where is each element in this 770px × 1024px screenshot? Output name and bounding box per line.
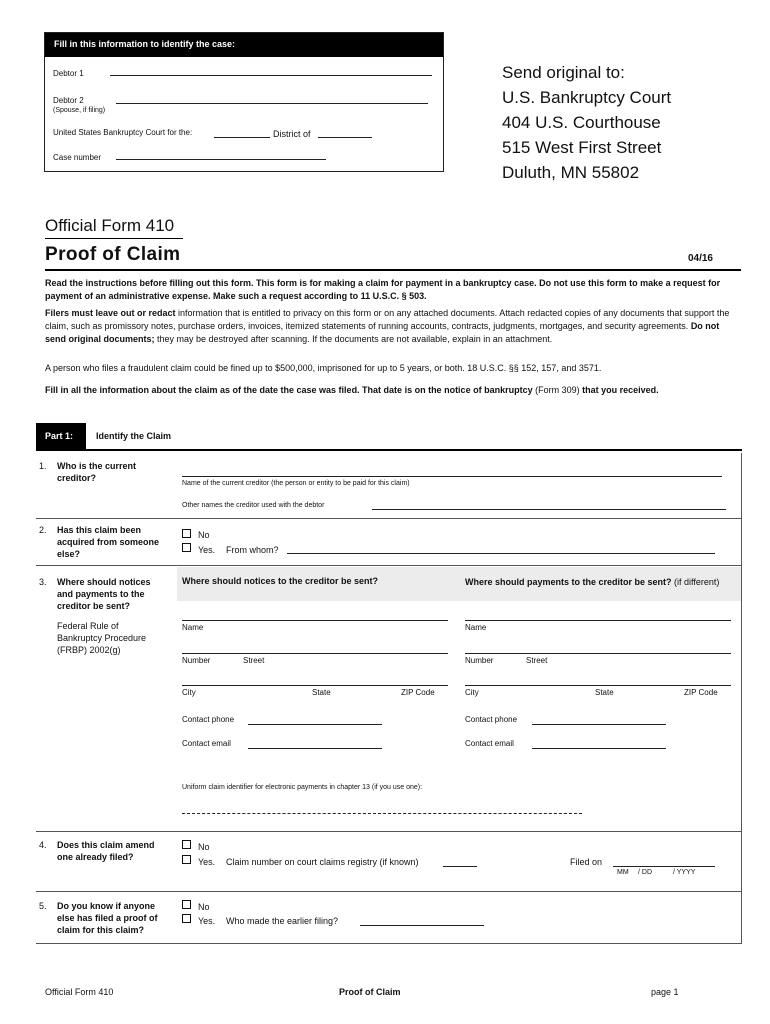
- district-label: District of: [273, 129, 311, 139]
- intro-paragraph-1: Read the instructions before filling out this form. This form is for making a claim for payment in a bankruptcy case. Do not use this form to make a request for payment of an administrative expense. Make such a request according to 11 U.S.C. § 503.: [45, 278, 721, 301]
- notices-email-label: Contact email: [182, 739, 231, 748]
- q5-no-checkbox[interactable]: [182, 900, 191, 909]
- notices-state-label: State: [312, 688, 331, 697]
- q5-yes-checkbox[interactable]: [182, 914, 191, 923]
- send-line-1: Send original to:: [502, 63, 625, 82]
- notices-phone-label: Contact phone: [182, 715, 235, 724]
- claim-number-label: Claim number on court claims registry (if known): [226, 857, 419, 867]
- claim-number-field[interactable]: [443, 857, 477, 867]
- creditor-name-field[interactable]: [182, 467, 722, 477]
- notices-name-field[interactable]: [182, 611, 448, 621]
- notices-street-field[interactable]: [182, 644, 448, 654]
- frbp-reference: Federal Rule of Bankruptcy Procedure (FRBP) 2002(g): [57, 621, 147, 655]
- filed-on-label: Filed on: [570, 857, 603, 867]
- filed-on-field[interactable]: [613, 857, 715, 867]
- revision-date: 04/16: [687, 253, 713, 264]
- uci-field[interactable]: [182, 802, 582, 814]
- q5-no-label: No: [198, 902, 210, 912]
- notices-number-label: Number: [182, 656, 211, 665]
- notices-name-label: Name: [182, 623, 204, 632]
- case-box-header: Fill in this information to identify the case:: [45, 33, 443, 57]
- notices-city-label: City: [182, 688, 196, 697]
- date-dd-label: / DD: [638, 869, 652, 876]
- q3-text: Where should notices and payments to the creditor be sent?: [57, 577, 151, 611]
- send-line-3: 404 U.S. Courthouse: [502, 113, 661, 132]
- debtor1-label: Debtor 1: [53, 69, 84, 78]
- district-field[interactable]: [318, 128, 372, 138]
- intro-bold: that you received.: [579, 385, 659, 395]
- debtor2-field[interactable]: [116, 94, 428, 104]
- notices-street-label: Street: [243, 656, 265, 665]
- date-mm-label: MM: [617, 869, 629, 876]
- payments-city-label: City: [465, 688, 479, 697]
- payments-email-label: Contact email: [465, 739, 514, 748]
- part-tag: Part 1:: [36, 423, 86, 451]
- intro-paragraph-2: [45, 307, 735, 346]
- q5-text: Do you know if anyone else has filed a proof of claim for this claim?: [57, 901, 158, 935]
- page-title: Proof of Claim: [45, 244, 181, 265]
- payments-heading: [465, 576, 735, 588]
- court-label: United States Bankruptcy Court for the:: [53, 128, 193, 137]
- q2-number: 2.: [39, 525, 47, 535]
- from-whom-label: From whom?: [226, 545, 279, 555]
- payments-street-label: Street: [526, 656, 548, 665]
- q5-yes-label: Yes.: [198, 916, 216, 926]
- payments-city-field[interactable]: [465, 676, 731, 686]
- q2-text: Has this claim been acquired from someone else?: [57, 525, 160, 559]
- court-state-field[interactable]: [214, 128, 270, 138]
- q2-yes-checkbox[interactable]: [182, 543, 191, 552]
- case-number-label: Case number: [53, 153, 102, 162]
- q5-number: 5.: [39, 901, 47, 911]
- q4-no-checkbox[interactable]: [182, 840, 191, 849]
- footer-page-number: page 1: [651, 987, 679, 997]
- q1-number: 1.: [39, 461, 47, 471]
- payments-phone-field[interactable]: [532, 715, 666, 725]
- q2-no-label: No: [198, 530, 210, 540]
- other-names-field[interactable]: [372, 500, 726, 510]
- divider: [45, 269, 741, 271]
- from-whom-field[interactable]: [287, 544, 715, 554]
- payments-zip-label: ZIP Code: [684, 688, 718, 697]
- payments-number-label: Number: [465, 656, 494, 665]
- q3-number: 3.: [39, 577, 47, 587]
- intro-paragraph-4: [45, 384, 735, 397]
- intro-text: they may be destroyed after scanning. If the documents are not available, explain in an attachment.: [154, 334, 553, 344]
- q1-text: Who is the current creditor?: [57, 461, 137, 483]
- payments-name-field[interactable]: [465, 611, 731, 621]
- notices-email-field[interactable]: [248, 739, 382, 749]
- notices-heading: Where should notices to the creditor be sent?: [182, 576, 379, 586]
- q2-yes-label: Yes.: [198, 545, 216, 555]
- intro-text: (Form 309): [535, 385, 580, 395]
- part-title: Identify the Claim: [96, 431, 172, 441]
- spouse-note: (Spouse, if filing): [53, 107, 106, 114]
- payments-email-field[interactable]: [532, 739, 666, 749]
- earlier-filing-label: Who made the earlier filing?: [226, 916, 339, 926]
- case-number-field[interactable]: [116, 150, 326, 160]
- payments-name-label: Name: [465, 623, 487, 632]
- other-names-label: Other names the creditor used with the debtor: [182, 502, 325, 509]
- intro-bold: Do not send original documents;: [45, 321, 720, 344]
- q4-yes-checkbox[interactable]: [182, 855, 191, 864]
- q4-yes-label: Yes.: [198, 857, 216, 867]
- payments-street-field[interactable]: [465, 644, 731, 654]
- earlier-filing-field[interactable]: [360, 916, 484, 926]
- payments-phone-label: Contact phone: [465, 715, 518, 724]
- payments-state-label: State: [595, 688, 614, 697]
- footer-title: Proof of Claim: [339, 987, 401, 997]
- send-line-2: U.S. Bankruptcy Court: [502, 88, 672, 107]
- intro-bold: Fill in all the information about the claim as of the date the case was filed. That date is on the notice of bankruptcy: [45, 385, 536, 395]
- date-yyyy-label: / YYYY: [673, 869, 696, 876]
- notices-phone-field[interactable]: [248, 715, 382, 725]
- q4-no-label: No: [198, 842, 210, 852]
- send-line-4: 515 West First Street: [502, 138, 662, 157]
- form-number: Official Form 410: [45, 216, 175, 235]
- creditor-name-note: Name of the current creditor (the person or entity to be paid for this claim): [182, 480, 410, 487]
- intro-paragraph-3: A person who files a fraudulent claim could be fined up to $500,000, imprisoned for up to 5 years, or both. 18 U.S.C. §§ 152, 157, and 3571.: [45, 363, 602, 373]
- notices-zip-label: ZIP Code: [401, 688, 435, 697]
- notices-city-field[interactable]: [182, 676, 448, 686]
- send-line-5: Duluth, MN 55802: [502, 163, 640, 182]
- footer-form-number: Official Form 410: [45, 987, 114, 997]
- intro-text: information that is entitled to privacy on this form or on any attached documents. Attach redacted copies of any documents that support the claim, such as promissory notes, purchase orders, invoices, itemized statements of running accounts, contracts, judgments, mortgages, and security agreements.: [45, 308, 730, 331]
- intro-bold: Filers must leave out or redact: [45, 308, 176, 318]
- uci-label: Uniform claim identifier for electronic payments in chapter 13 (if you use one):: [182, 784, 423, 791]
- q2-no-checkbox[interactable]: [182, 529, 191, 538]
- divider: [45, 238, 183, 239]
- debtor2-label: Debtor 2: [53, 96, 84, 105]
- q4-number: 4.: [39, 840, 47, 850]
- payments-heading-note: (if different): [674, 577, 720, 587]
- q4-text: Does this claim amend one already filed?: [57, 840, 155, 862]
- debtor1-field[interactable]: [110, 66, 432, 76]
- send-address: [502, 60, 671, 185]
- payments-heading-bold: Where should payments to the creditor be sent?: [465, 577, 672, 587]
